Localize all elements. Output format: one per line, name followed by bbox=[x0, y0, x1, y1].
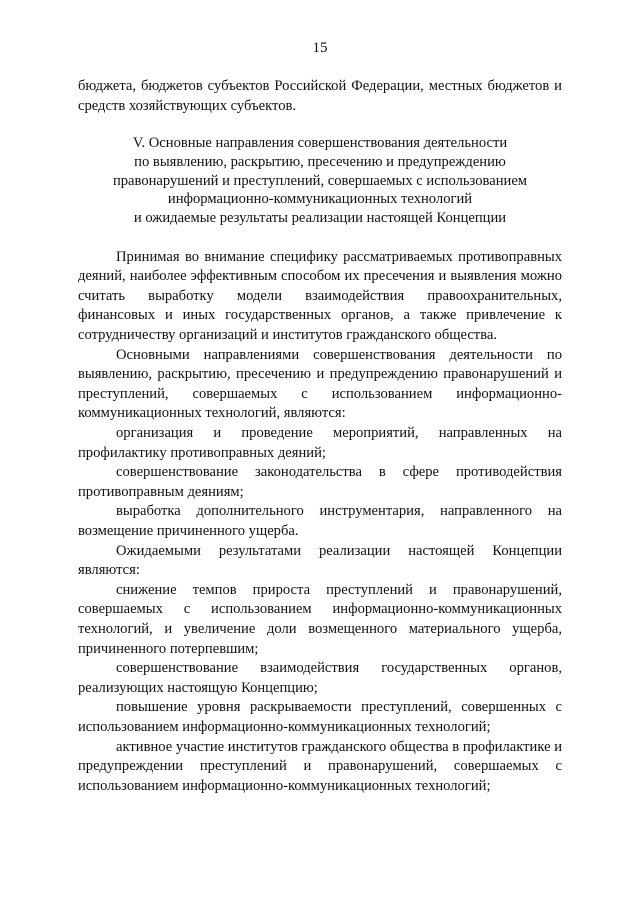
page-number: 15 bbox=[312, 40, 328, 56]
body-paragraph: Основными направлениями совершенствования деятельности по выявлению, раскрытию, пресечению и предупреждению правонарушений и преступлений, совершаемых с использованием информационно-коммуникационных технологий, являются: bbox=[78, 346, 562, 422]
heading-line: по выявлению, раскрытию, пресечению и предупреждению bbox=[134, 153, 506, 170]
section-heading bbox=[78, 134, 562, 228]
body-paragraph: Ожидаемыми результатами реализации настоящей Концепции являются: bbox=[78, 542, 562, 579]
heading-line: правонарушений и преступлений, совершаемых с использованием bbox=[112, 172, 528, 189]
list-item: совершенствование взаимодействия государственных органов, реализующих настоящую Концепцию; bbox=[78, 660, 562, 696]
list-item: организация и проведение мероприятий, направленных на профилактику противоправных деяний; bbox=[78, 425, 562, 461]
heading-line: и ожидаемые результаты реализации настоящей Концепции bbox=[133, 210, 507, 226]
list-item: повышение уровня раскрываемости преступлений, совершенных с использованием информационно-коммуникационных технологий; bbox=[78, 699, 562, 735]
list-item: снижение темпов прироста преступлений и правонарушений, совершаемых с использованием информационно-коммуникационных технологий, и увеличение доли возмещенного материального ущерба, причиненного потерпевшим; bbox=[78, 581, 562, 657]
body-paragraph: Принимая во внимание специфику рассматриваемых противоправных деяний, наиболее эффективным способом их пресечения и выявления можно считать выработку модели взаимодействия правоохранительных, финансовых и иных государственных органов, а также привлечение к сотрудничеству организаций и институтов гражданского общества. bbox=[78, 248, 562, 344]
list-item: совершенствование законодательства в сфере противодействия противоправным деяниям; bbox=[78, 464, 562, 500]
list-item: активное участие институтов гражданского общества в профилактике и предупреждении преступлений и правонарушений, совершаемых с использованием информационно-коммуникационных технологий; bbox=[78, 738, 562, 794]
heading-line: информационно-коммуникационных технологий bbox=[167, 191, 473, 208]
list-item: выработка дополнительного инструментария, направленного на возмещение причиненного ущерба. bbox=[78, 503, 562, 540]
document-body bbox=[78, 77, 562, 796]
heading-line: V. Основные направления совершенствования деятельности bbox=[132, 135, 508, 152]
continuation-paragraph: бюджета, бюджетов субъектов Российской Федерации, местных бюджетов и средств хозяйствующих субъектов. bbox=[78, 78, 562, 114]
